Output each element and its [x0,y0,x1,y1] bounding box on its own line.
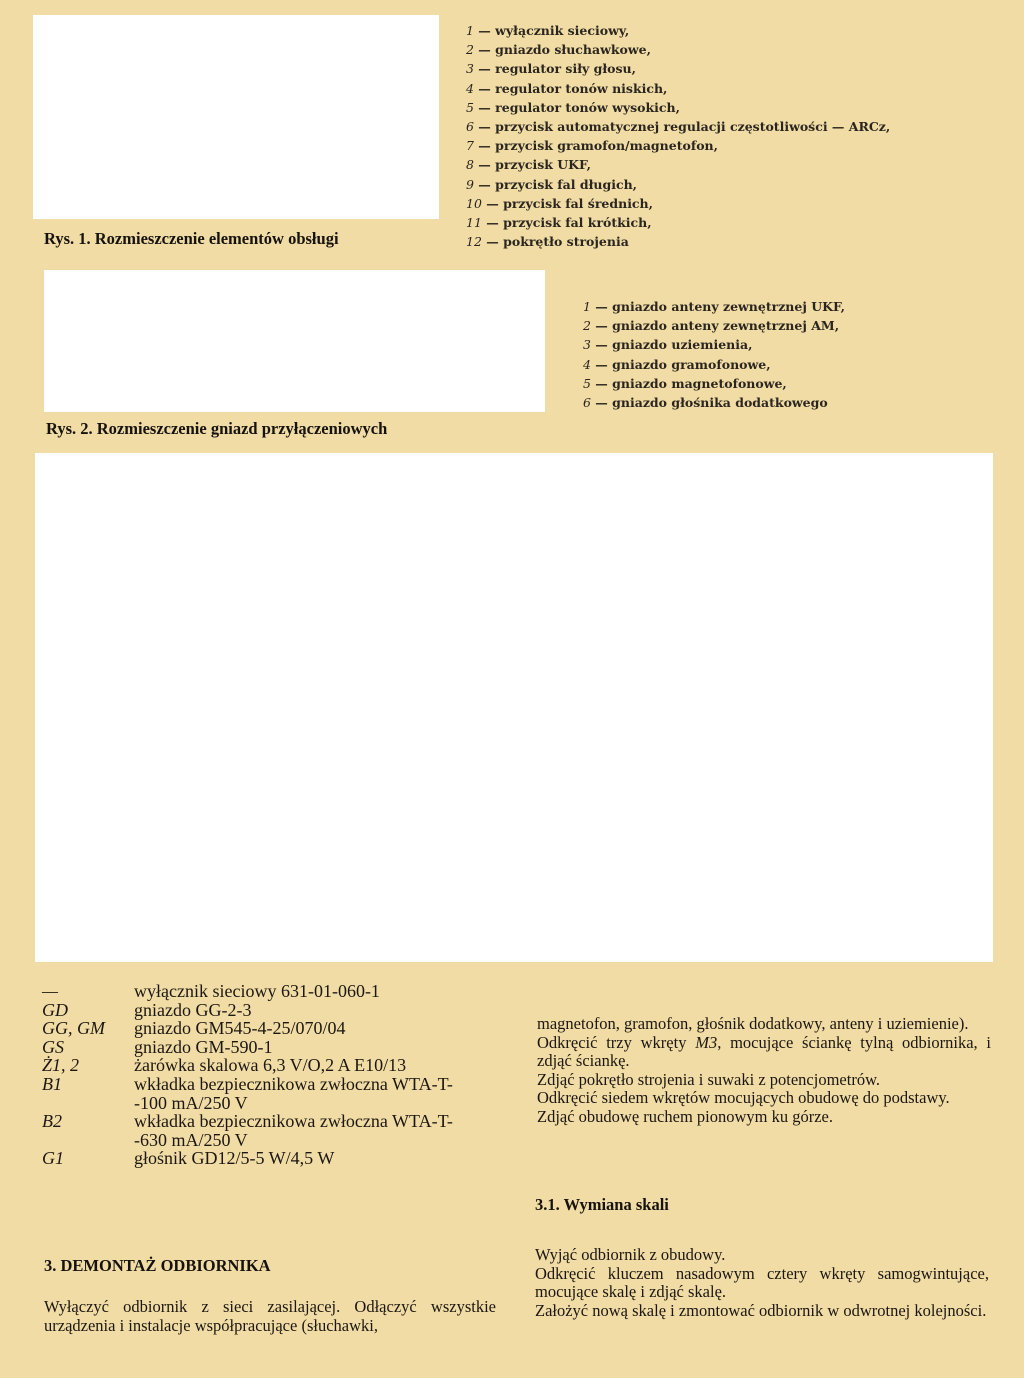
legend-item [466,98,890,117]
legend-item-number: 9 [466,176,474,192]
legend-item-text: — przycisk fal długich, [473,176,638,192]
legend-item-text: — wyłącznik sieciowy, [473,23,630,38]
legend-item-number: 7 [466,138,474,154]
legend-item-text: — przycisk automatycznej regulacji częstotliwości — ARCz, [473,119,891,135]
legend-item [466,136,890,155]
parts-list-row [42,1001,492,1020]
legend-item [466,40,890,59]
parts-list-row [42,1056,492,1075]
legend-item [466,79,890,98]
step-unscrew-dial: Odkręcić kluczem nasadowym cztery wkręty samogwintujące, mocujące skalę i zdjąć skalę. [535,1263,989,1302]
part-description: wkładka bezpiecznikowa zwłoczna WTA-T- -100 mA/250 V [134,1073,453,1113]
legend-item-number: 6 [466,119,474,135]
legend-item-number: 10 [466,195,482,211]
legend-item-text: — przycisk gramofon/magnetofon, [473,138,718,154]
legend-item [466,232,890,251]
part-description: głośnik GD12/5-5 W/4,5 W [134,1148,335,1169]
legend-item [466,21,890,40]
legend-item [583,335,845,354]
legend-item-number: 1 [583,299,591,314]
legend-item-number: 3 [583,337,591,353]
legend-item-text: — przycisk fal krótkich, [481,215,652,231]
figure-1-legend [466,21,890,251]
part-description: gniazdo GM545-4-25/070/04 [134,1018,346,1039]
part-description: wyłącznik sieciowy 631-01-060-1 [134,981,380,1001]
legend-item-text: — gniazdo głośnika dodatkowego [590,395,828,411]
legend-item-text: — gniazdo anteny zewnętrznej AM, [590,318,840,334]
legend-item [466,194,890,213]
section-3-1-heading: 3.1. Wymiana skali [535,1195,669,1214]
step-unscrew-seven: Odkręcić siedem wkrętów mocujących obudowę do podstawy. [537,1088,950,1108]
step-lift-housing: Zdjąć obudowę ruchem pionowym ku górze. [537,1106,834,1126]
part-symbol: B1 [42,1073,62,1094]
legend-item-text: — gniazdo uziemienia, [590,337,753,353]
legend-item [466,213,890,232]
step-install-dial: Założyć nową skalę i zmontować odbiornik w odwrotnej kolejności. [535,1300,987,1320]
figure-1-image [33,15,439,219]
legend-item-text: — gniazdo magnetofonowe, [590,375,787,391]
legend-item-number: 1 [466,23,474,38]
legend-item-text: — gniazdo gramofonowe, [590,356,771,372]
parts-list [42,982,492,1168]
figure-2-legend [583,297,845,412]
legend-item-text: — przycisk UKF, [473,157,591,173]
legend-item-text: — gniazdo słuchawkowe, [473,42,651,58]
section-3-heading: 3. DEMONTAŻ ODBIORNIKA [44,1256,271,1275]
schematic-image [35,453,993,962]
part-description: gniazdo GG-2-3 [134,999,252,1020]
legend-item-number: 3 [466,61,474,77]
section-3-text-cont: magnetofon, gramofon, głośnik dodatkowy, anteny i uziemienie). [537,1014,969,1033]
legend-item-text: — regulator tonów wysokich, [473,99,680,115]
figure-2-caption: Rys. 2. Rozmieszczenie gniazd przyłączeniowych [46,419,388,438]
legend-item-text: — regulator tonów niskich, [473,80,668,96]
part-symbol: Ż1, 2 [42,1055,80,1076]
step-screws-before: Odkręcić trzy wkręty [537,1032,696,1052]
legend-item [466,155,890,174]
legend-item-text: — gniazdo anteny zewnętrznej UKF, [590,299,845,314]
legend-item-number: 6 [583,395,591,411]
legend-item [466,117,890,136]
legend-item [466,175,890,194]
parts-list-row [42,1038,492,1057]
part-description: wkładka bezpiecznikowa zwłoczna WTA-T- -630 mA/250 V [134,1111,453,1150]
part-symbol: B2 [42,1111,62,1132]
legend-item [583,297,845,316]
part-description: żarówka skalowa 6,3 V/O,2 A E10/13 [134,1055,407,1076]
part-symbol: GD [42,999,68,1020]
legend-item-number: 8 [466,157,474,173]
part-symbol: G1 [42,1148,64,1169]
figure-1-caption: Rys. 1. Rozmieszczenie elementów obsługi [44,229,339,248]
legend-item-text: — pokrętło strojenia [481,234,629,250]
step-screws-after: , mocujące ściankę tylną odbiornika, i zdjąć ściankę. [537,1032,991,1071]
screw-size-m3: M3 [695,1032,718,1052]
part-symbol: — [42,981,59,1001]
parts-list-row [42,1019,492,1038]
legend-item-number: 11 [466,215,482,231]
parts-list-row [42,982,492,1001]
step-remove-chassis: Wyjąć odbiornik z obudowy. [535,1245,726,1264]
parts-list-row [42,1112,492,1149]
step-remove-back-panel [537,1034,991,1071]
part-symbol: GS [42,1036,64,1057]
legend-item-number: 5 [466,99,474,115]
parts-list-row [42,1149,492,1168]
legend-item [583,374,845,393]
legend-item [466,59,890,78]
legend-item-number: 12 [466,234,482,250]
step-remove-knob: Zdjąć pokrętło strojenia i suwaki z potencjometrów. [537,1069,881,1089]
parts-list-row [42,1075,492,1112]
legend-item [583,393,845,412]
legend-item [583,316,845,335]
legend-item-number: 2 [583,318,591,334]
section-3-text-start: Wyłączyć odbiornik z sieci zasilającej. Odłączyć wszystkie urządzenia i instalacje współpracujące (słuchawki, [44,1297,496,1335]
legend-item [583,355,845,374]
figure-2-image [44,270,545,412]
section-3-paragraph-start [44,1298,496,1335]
section-3-continuation [537,1015,991,1127]
legend-item-number: 4 [466,80,474,96]
part-symbol: GG, GM [42,1018,105,1039]
legend-item-text: — regulator siły głosu, [473,61,636,77]
part-description: gniazdo GM-590-1 [134,1036,273,1057]
legend-item-number: 5 [583,375,591,391]
legend-item-text: — przycisk fal średnich, [481,195,653,211]
legend-item-number: 2 [466,42,474,58]
legend-item-number: 4 [583,356,591,372]
section-3-1-body [535,1246,989,1320]
